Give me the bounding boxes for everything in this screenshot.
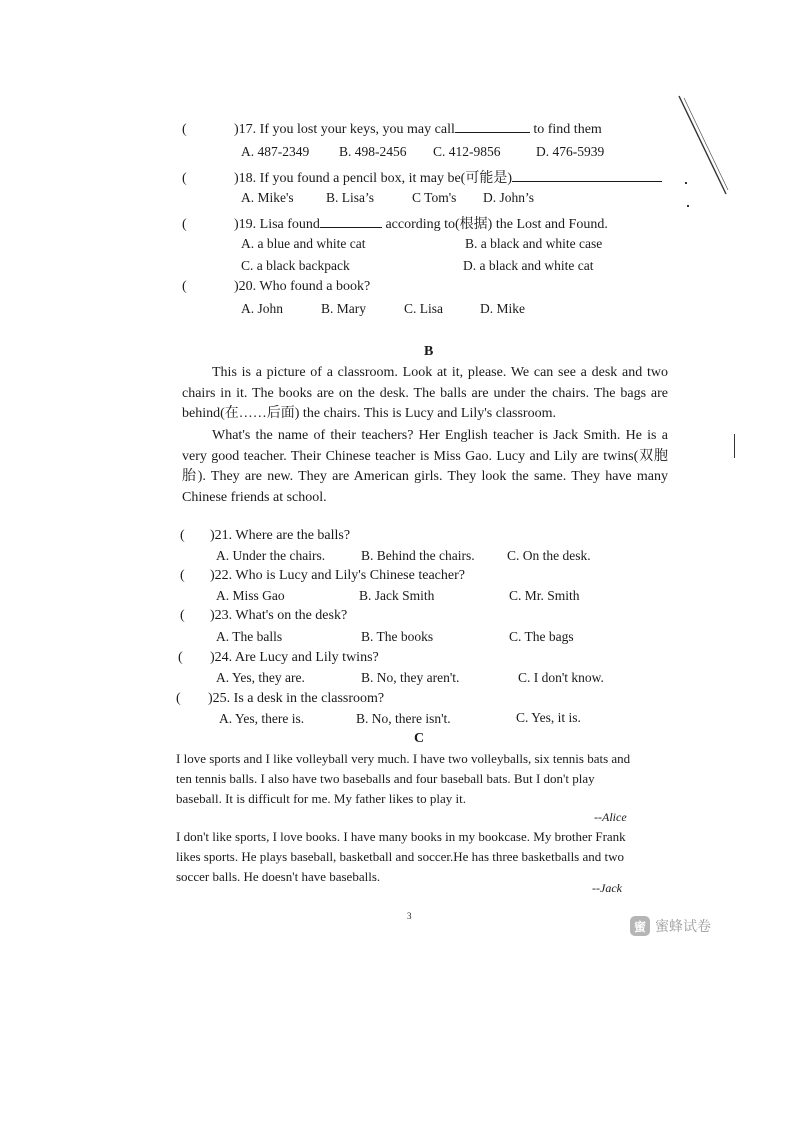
scan-dot-artifact: [685, 182, 687, 184]
q19-option-a[interactable]: A. a blue and white cat: [241, 236, 366, 251]
question-17: [182, 120, 602, 138]
answer-paren[interactable]: (: [182, 217, 187, 232]
answer-paren[interactable]: (: [180, 608, 185, 623]
answer-paren[interactable]: (: [182, 171, 187, 186]
q18-option-d[interactable]: D. John’s: [483, 190, 535, 205]
q20-option-c[interactable]: C. Lisa: [404, 301, 443, 316]
answer-paren[interactable]: (: [182, 279, 187, 294]
q21-option-c[interactable]: C. On the desk.: [507, 548, 591, 563]
watermark-text: 蜜蜂试卷: [655, 919, 711, 935]
question-text: )24. Are Lucy and Lily twins?: [210, 650, 379, 665]
answer-paren[interactable]: (: [180, 528, 185, 543]
q19-option-d[interactable]: D. a black and white cat: [463, 258, 594, 273]
question-text: )17. If you lost your keys, you may call: [234, 122, 455, 137]
section-c-heading: C: [414, 731, 425, 746]
q18-option-b[interactable]: B. Lisa’s: [326, 190, 375, 205]
section-b-heading: B: [424, 344, 434, 359]
question-18: [182, 167, 662, 187]
question-23: [180, 608, 347, 624]
q22-option-c[interactable]: C. Mr. Smith: [509, 588, 580, 603]
q22-option-a[interactable]: A. Miss Gao: [216, 588, 285, 603]
q17-option-c[interactable]: C. 412-9856: [433, 144, 501, 159]
question-24: [178, 650, 379, 666]
question-text: )21. Where are the balls?: [210, 528, 351, 543]
scan-dot-artifact: [687, 205, 689, 207]
question-text-after: according to(根据) the Lost and Found.: [385, 217, 608, 232]
question-22: [180, 568, 465, 584]
question-text-after: to find them: [533, 122, 602, 137]
answer-blank[interactable]: [512, 169, 662, 182]
section-b-paragraph-2: What's the name of their teachers? Her English teacher is Jack Smith. He is a very good teacher. Their Chinese teacher is Miss Gao. Lucy and Lily are twins(双胞胎). They are new. They are American girls. They look the same. They have many Chinese friends at school.: [182, 428, 668, 505]
scan-mark-artifact: [734, 434, 735, 458]
q20-option-d[interactable]: D. Mike: [480, 301, 525, 316]
question-text: )20. Who found a book?: [234, 279, 371, 294]
answer-paren[interactable]: (: [180, 568, 185, 583]
q21-option-b[interactable]: B. Behind the chairs.: [361, 548, 475, 563]
question-text: )18. If you found a pencil box, it may be(可能是): [234, 171, 512, 186]
q23-option-b[interactable]: B. The books: [361, 629, 434, 644]
q21-option-a[interactable]: A. Under the chairs.: [216, 548, 326, 563]
jack-passage: I don't like sports, I love books. I have many books in my bookcase. My brother Frank likes sports. He plays baseball, basketball and soccer.He has three basketballs and two soccer balls. He doesn't have baseballs.: [176, 829, 626, 884]
q17-option-b[interactable]: B. 498-2456: [339, 144, 407, 159]
q19-option-c[interactable]: C. a black backpack: [241, 258, 350, 273]
bee-logo-icon: 蜜: [630, 916, 650, 936]
alice-passage: I love sports and I like volleyball very much. I have two volleyballs, six tennis bats and ten tennis balls. I also have two baseballs and four baseball bats. But I don't play baseball. It is difficult for me. My father likes to play it.: [176, 751, 631, 806]
question-21: [180, 528, 350, 544]
q18-option-c[interactable]: C Tom's: [412, 190, 457, 205]
q23-option-c[interactable]: C. The bags: [509, 629, 574, 644]
question-20: [182, 279, 370, 295]
q20-option-b[interactable]: B. Mary: [321, 301, 366, 316]
question-text: )22. Who is Lucy and Lily's Chinese teacher?: [210, 568, 465, 583]
q25-option-c[interactable]: C. Yes, it is.: [516, 710, 581, 725]
question-19: [182, 213, 608, 233]
q24-option-c[interactable]: C. I don't know.: [518, 670, 604, 685]
answer-blank[interactable]: [455, 120, 530, 133]
q25-option-b[interactable]: B. No, there isn't.: [356, 711, 451, 726]
page-number: 3: [407, 911, 412, 921]
q17-option-d[interactable]: D. 476-5939: [536, 144, 605, 159]
q23-option-a[interactable]: A. The balls: [216, 629, 283, 644]
alice-signature: --Alice: [594, 810, 627, 824]
q19-option-b[interactable]: B. a black and white case: [465, 236, 603, 251]
q24-option-a[interactable]: A. Yes, they are.: [216, 670, 305, 685]
q17-option-a[interactable]: A. 487-2349: [241, 144, 310, 159]
answer-paren[interactable]: (: [178, 650, 183, 665]
q18-option-a[interactable]: A. Mike's: [241, 190, 294, 205]
question-text: )23. What's on the desk?: [210, 608, 348, 623]
question-text: )25. Is a desk in the classroom?: [208, 691, 385, 706]
jack-signature: --Jack: [592, 881, 622, 895]
question-25: [176, 691, 384, 707]
answer-paren[interactable]: (: [182, 122, 187, 137]
answer-blank[interactable]: [320, 215, 382, 228]
watermark: [630, 916, 711, 936]
section-b-paragraph-1: This is a picture of a classroom. Look at it, please. We can see a desk and two chairs in it. The books are on the desk. The balls are under the chairs. The bags are behind(在……后面) the chairs. This is Lucy and Lily's classroom.: [182, 365, 668, 421]
answer-paren[interactable]: (: [176, 691, 181, 706]
q24-option-b[interactable]: B. No, they aren't.: [361, 670, 460, 685]
q20-option-a[interactable]: A. John: [241, 301, 284, 316]
q22-option-b[interactable]: B. Jack Smith: [359, 588, 435, 603]
scan-line-artifact-icon: [676, 94, 736, 204]
question-text: )19. Lisa found: [234, 217, 320, 232]
q25-option-a[interactable]: A. Yes, there is.: [219, 711, 305, 726]
